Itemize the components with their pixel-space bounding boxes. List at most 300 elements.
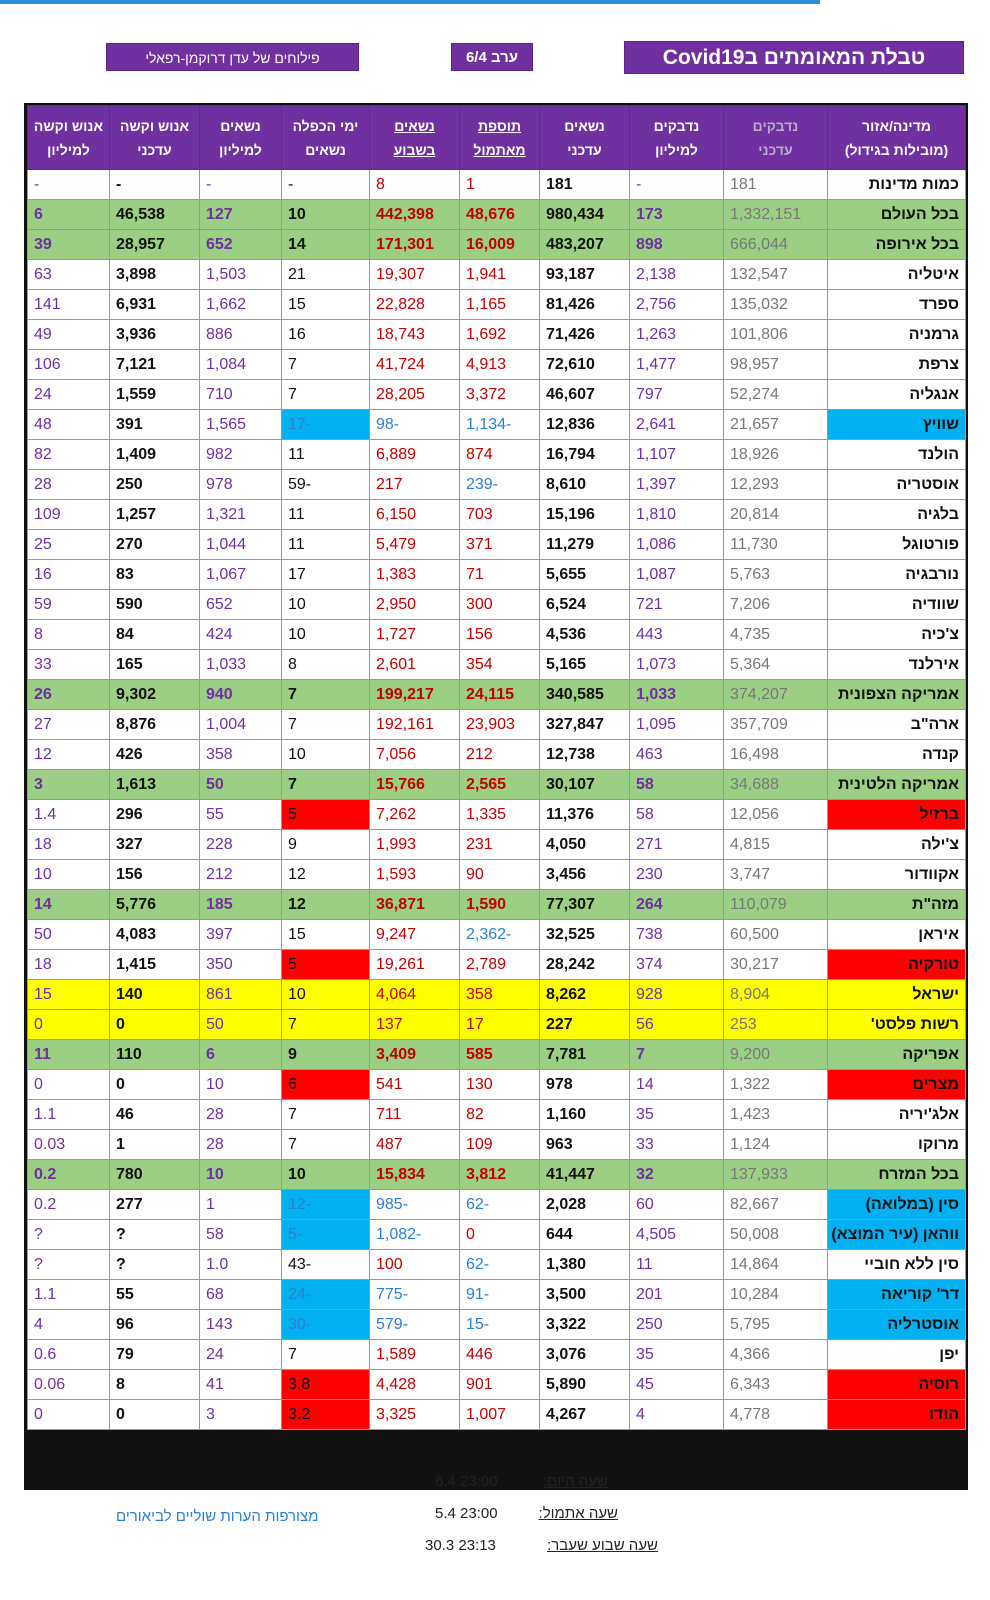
table-cell: 1.1: [28, 1280, 110, 1310]
region-name-cell: אמריקה הלטינית: [828, 770, 966, 800]
table-cell: 4,064: [370, 980, 460, 1010]
table-cell: 28,957: [110, 230, 200, 260]
table-cell: 15,834: [370, 1160, 460, 1190]
table-cell: 5,655: [540, 560, 630, 590]
table-cell: 358: [460, 980, 540, 1010]
table-cell: 18,743: [370, 320, 460, 350]
column-header-8: [110, 106, 200, 170]
table-cell: 82: [460, 1100, 540, 1130]
region-name-cell: אנגליה: [828, 380, 966, 410]
table-cell: 271: [630, 830, 724, 860]
table-cell: -: [200, 170, 282, 200]
region-name-cell: ישראל: [828, 980, 966, 1010]
table-cell: 8,904: [724, 980, 828, 1010]
region-name-cell: אלג'יריה: [828, 1100, 966, 1130]
table-cell: 36,871: [370, 890, 460, 920]
table-cell: 463: [630, 740, 724, 770]
region-name-cell: נורבגיה: [828, 560, 966, 590]
table-cell: 7: [630, 1040, 724, 1070]
table-cell: 1,383: [370, 560, 460, 590]
table-cell: 56: [630, 1010, 724, 1040]
table-cell: 0: [460, 1220, 540, 1250]
table-cell: 171,301: [370, 230, 460, 260]
table-cell: 63: [28, 260, 110, 290]
table-cell: 2,601: [370, 650, 460, 680]
table-row: [28, 1250, 966, 1280]
region-name-cell: אקוודור: [828, 860, 966, 890]
table-cell: 23,903: [460, 710, 540, 740]
table-cell: 27: [28, 710, 110, 740]
table-cell: 217: [370, 470, 460, 500]
table-cell: 703: [460, 500, 540, 530]
table-cell: 10,284: [724, 1280, 828, 1310]
table-cell: 1,727: [370, 620, 460, 650]
table-cell: 185: [200, 890, 282, 920]
table-cell: 250: [630, 1310, 724, 1340]
table-cell: 77,307: [540, 890, 630, 920]
table-cell: 32: [630, 1160, 724, 1190]
table-cell: 397: [200, 920, 282, 950]
column-header-4: [460, 106, 540, 170]
table-cell: 980,434: [540, 200, 630, 230]
top-accent-line: [0, 0, 820, 4]
table-cell: 711: [370, 1100, 460, 1130]
table-cell: 264: [630, 890, 724, 920]
region-name-cell: בלגיה: [828, 500, 966, 530]
table-cell: 52,274: [724, 380, 828, 410]
table-row: [28, 410, 966, 440]
table-cell: 9: [282, 830, 370, 860]
region-name-cell: אוסטרליה: [828, 1310, 966, 1340]
table-cell: 55: [110, 1280, 200, 1310]
table-cell: 1,033: [200, 650, 282, 680]
table-cell: 1,409: [110, 440, 200, 470]
column-header-3: [540, 106, 630, 170]
table-cell: 98,957: [724, 350, 828, 380]
table-row: [28, 1010, 966, 1040]
yesterday-label: שעה אתמול:: [538, 1505, 618, 1522]
table-row: [28, 770, 966, 800]
table-row: [28, 710, 966, 740]
table-cell: 1,095: [630, 710, 724, 740]
region-name-cell: הודו: [828, 1400, 966, 1430]
table-cell: 1,335: [460, 800, 540, 830]
column-header-line1: תוספת: [477, 117, 522, 134]
table-cell: 1,257: [110, 500, 200, 530]
table-cell: 11: [282, 530, 370, 560]
table-cell: 24,115: [460, 680, 540, 710]
table-cell: 26: [28, 680, 110, 710]
table-cell: 71,426: [540, 320, 630, 350]
column-header-line2: למיליון: [219, 141, 262, 158]
table-cell: 2,565: [460, 770, 540, 800]
table-cell: 1,415: [110, 950, 200, 980]
table-cell: 11: [28, 1040, 110, 1070]
table-cell: 1,993: [370, 830, 460, 860]
region-name-cell: טורקיה: [828, 950, 966, 980]
table-cell: 16,794: [540, 440, 630, 470]
table-cell: 24: [200, 1340, 282, 1370]
region-name-cell: כמות מדינות: [828, 170, 966, 200]
table-cell: 1,004: [200, 710, 282, 740]
table-cell: -91: [460, 1280, 540, 1310]
table-cell: 39: [28, 230, 110, 260]
table-cell: 1,565: [200, 410, 282, 440]
table-cell: 81,426: [540, 290, 630, 320]
table-cell: 22,828: [370, 290, 460, 320]
table-cell: 1.0: [200, 1250, 282, 1280]
table-cell: 60,500: [724, 920, 828, 950]
table-cell: 173: [630, 200, 724, 230]
table-cell: 10: [282, 1160, 370, 1190]
column-header-7: [200, 106, 282, 170]
table-cell: 354: [460, 650, 540, 680]
region-name-cell: מרוקו: [828, 1130, 966, 1160]
table-cell: 1,477: [630, 350, 724, 380]
column-header-line1: אנוש וקשה: [33, 117, 103, 134]
table-row: [28, 1310, 966, 1340]
table-cell: 1,559: [110, 380, 200, 410]
table-cell: 230: [630, 860, 724, 890]
table-row: [28, 1370, 966, 1400]
column-header-line2: (מובילות בגידול): [844, 141, 949, 158]
table-row: [28, 500, 966, 530]
region-name-cell: צרפת: [828, 350, 966, 380]
table-cell: 16,498: [724, 740, 828, 770]
table-cell: 652: [200, 230, 282, 260]
table-cell: 1,322: [724, 1070, 828, 1100]
region-name-cell: סין (במלואה): [828, 1190, 966, 1220]
table-cell: 340,585: [540, 680, 630, 710]
table-cell: 0.06: [28, 1370, 110, 1400]
table-cell: 541: [370, 1070, 460, 1100]
table-cell: 4,536: [540, 620, 630, 650]
table-cell: 7,056: [370, 740, 460, 770]
table-cell: 0.2: [28, 1160, 110, 1190]
table-cell: 2,138: [630, 260, 724, 290]
table-cell: 165: [110, 650, 200, 680]
covid-table-frame: [24, 103, 968, 1490]
table-cell: 1.4: [28, 800, 110, 830]
table-cell: 374: [630, 950, 724, 980]
table-cell: ?: [28, 1220, 110, 1250]
table-cell: 15,766: [370, 770, 460, 800]
table-cell: 3,747: [724, 860, 828, 890]
table-row: [28, 350, 966, 380]
table-cell: 5,776: [110, 890, 200, 920]
table-cell: 9,302: [110, 680, 200, 710]
table-cell: 978: [200, 470, 282, 500]
table-cell: 30,217: [724, 950, 828, 980]
table-cell: 2,950: [370, 590, 460, 620]
table-cell: 296: [110, 800, 200, 830]
region-name-cell: מזה"ת: [828, 890, 966, 920]
table-cell: 110,079: [724, 890, 828, 920]
table-cell: -: [28, 170, 110, 200]
table-cell: 60: [630, 1190, 724, 1220]
table-cell: 300: [460, 590, 540, 620]
column-header-line2: למיליון: [47, 141, 90, 158]
table-row: [28, 860, 966, 890]
table-cell: 483,207: [540, 230, 630, 260]
table-row: [28, 290, 966, 320]
table-cell: 231: [460, 830, 540, 860]
table-cell: 58: [200, 1220, 282, 1250]
table-cell: 48: [28, 410, 110, 440]
column-header-line1: נשאים: [564, 117, 605, 134]
table-cell: 10: [200, 1160, 282, 1190]
table-cell: 8: [110, 1370, 200, 1400]
table-cell: 3,322: [540, 1310, 630, 1340]
table-cell: -1,082: [370, 1220, 460, 1250]
table-cell: 1,073: [630, 650, 724, 680]
table-cell: 3: [28, 770, 110, 800]
region-name-cell: רשות פלסט': [828, 1010, 966, 1040]
table-cell: 7,121: [110, 350, 200, 380]
table-cell: 3,936: [110, 320, 200, 350]
table-cell: 4: [28, 1310, 110, 1340]
table-cell: 1,423: [724, 1100, 828, 1130]
table-cell: 72,610: [540, 350, 630, 380]
table-cell: 443: [630, 620, 724, 650]
table-cell: 270: [110, 530, 200, 560]
table-cell: 1,590: [460, 890, 540, 920]
column-header-line2: עדכני: [758, 141, 793, 158]
table-cell: 50: [200, 1010, 282, 1040]
region-name-cell: יפן: [828, 1340, 966, 1370]
yesterday-value: 5.4 23:00: [435, 1505, 498, 1522]
table-cell: 8: [282, 650, 370, 680]
table-cell: 46: [110, 1100, 200, 1130]
table-cell: 5,364: [724, 650, 828, 680]
table-cell: 25: [28, 530, 110, 560]
today-value: 6.4 23:00: [435, 1473, 498, 1490]
table-cell: 8,876: [110, 710, 200, 740]
table-cell: 0.6: [28, 1340, 110, 1370]
table-cell: 4,815: [724, 830, 828, 860]
table-cell: -985: [370, 1190, 460, 1220]
column-header-2: [630, 106, 724, 170]
table-cell: -30: [282, 1310, 370, 1340]
table-row: [28, 1190, 966, 1220]
table-cell: 8,610: [540, 470, 630, 500]
table-cell: 1,589: [370, 1340, 460, 1370]
table-cell: 10: [282, 740, 370, 770]
table-row: [28, 590, 966, 620]
table-cell: 6: [28, 200, 110, 230]
region-name-cell: פורטוגל: [828, 530, 966, 560]
table-cell: 7: [282, 710, 370, 740]
table-cell: 940: [200, 680, 282, 710]
column-header-line1: נשאים: [394, 117, 435, 134]
table-row: [28, 650, 966, 680]
table-cell: 487: [370, 1130, 460, 1160]
table-cell: 12,056: [724, 800, 828, 830]
table-cell: 19,307: [370, 260, 460, 290]
table-cell: 1: [460, 170, 540, 200]
column-header-0: [828, 106, 966, 170]
table-cell: 3,456: [540, 860, 630, 890]
table-row: [28, 320, 966, 350]
table-row: [28, 980, 966, 1010]
lastweek-label: שעה שבוע שעבר:: [547, 1537, 658, 1554]
table-cell: 0: [110, 1400, 200, 1430]
table-body: [28, 170, 966, 1430]
page-title: טבלת המאומתים בCovid19: [624, 41, 964, 74]
table-cell: 10: [282, 620, 370, 650]
table-cell: -1,134: [460, 410, 540, 440]
table-cell: 358: [200, 740, 282, 770]
table-cell: 14: [28, 890, 110, 920]
column-header-line1: נדבקים: [752, 117, 799, 134]
table-cell: 199,217: [370, 680, 460, 710]
table-cell: 4,505: [630, 1220, 724, 1250]
table-cell: 11: [282, 440, 370, 470]
table-cell: 16: [282, 320, 370, 350]
footnote-link[interactable]: מצורפות הערות שוליים לביאורים: [116, 1508, 319, 1525]
table-cell: 156: [460, 620, 540, 650]
table-cell: 4,428: [370, 1370, 460, 1400]
column-header-1: [724, 106, 828, 170]
table-cell: 4,913: [460, 350, 540, 380]
region-name-cell: צ'כיה: [828, 620, 966, 650]
column-header-line2: נשאים: [305, 141, 346, 158]
table-cell: 644: [540, 1220, 630, 1250]
table-cell: 874: [460, 440, 540, 470]
table-cell: 93,187: [540, 260, 630, 290]
table-cell: 9: [282, 1040, 370, 1070]
table-cell: 14: [630, 1070, 724, 1100]
table-cell: 666,044: [724, 230, 828, 260]
table-cell: 1,087: [630, 560, 724, 590]
table-row: [28, 830, 966, 860]
table-cell: 10: [282, 590, 370, 620]
table-cell: -: [282, 170, 370, 200]
table-cell: 3,409: [370, 1040, 460, 1070]
region-name-cell: קנדה: [828, 740, 966, 770]
column-header-line1: ימי הכפלה: [292, 117, 359, 134]
table-row: [28, 1040, 966, 1070]
table-cell: 1,613: [110, 770, 200, 800]
table-cell: 797: [630, 380, 724, 410]
table-cell: 137,933: [724, 1160, 828, 1190]
table-cell: 35: [630, 1100, 724, 1130]
table-cell: 15: [282, 920, 370, 950]
table-cell: 9,200: [724, 1040, 828, 1070]
table-cell: 898: [630, 230, 724, 260]
table-cell: 277: [110, 1190, 200, 1220]
table-cell: 7: [282, 770, 370, 800]
table-cell: -239: [460, 470, 540, 500]
table-cell: 446: [460, 1340, 540, 1370]
table-cell: -43: [282, 1250, 370, 1280]
table-cell: 18: [28, 830, 110, 860]
table-cell: 15: [28, 980, 110, 1010]
column-header-line2: למיליון: [655, 141, 698, 158]
table-cell: 24: [28, 380, 110, 410]
table-cell: 41: [200, 1370, 282, 1400]
column-header-line1: נדבקים: [653, 117, 700, 134]
table-cell: 46,607: [540, 380, 630, 410]
column-header-line2: מאתמול: [473, 141, 526, 158]
table-cell: 1,380: [540, 1250, 630, 1280]
table-cell: 780: [110, 1160, 200, 1190]
table-cell: 12,836: [540, 410, 630, 440]
table-cell: 3.8: [282, 1370, 370, 1400]
table-cell: 1.1: [28, 1100, 110, 1130]
table-cell: 7,781: [540, 1040, 630, 1070]
table-cell: 1,810: [630, 500, 724, 530]
table-cell: 55: [200, 800, 282, 830]
table-row: [28, 230, 966, 260]
table-cell: 15: [282, 290, 370, 320]
table-cell: -775: [370, 1280, 460, 1310]
table-cell: 15,196: [540, 500, 630, 530]
region-name-cell: בכל אירופה: [828, 230, 966, 260]
table-cell: 1,084: [200, 350, 282, 380]
table-row: [28, 740, 966, 770]
table-cell: 28,242: [540, 950, 630, 980]
table-cell: 58: [630, 770, 724, 800]
table-cell: 590: [110, 590, 200, 620]
table-row: [28, 200, 966, 230]
table-cell: 83: [110, 560, 200, 590]
table-cell: 130: [460, 1070, 540, 1100]
table-row: [28, 1340, 966, 1370]
table-cell: 28: [28, 470, 110, 500]
table-cell: -59: [282, 470, 370, 500]
table-row: [28, 560, 966, 590]
table-cell: 2,028: [540, 1190, 630, 1220]
region-name-cell: רוסיה: [828, 1370, 966, 1400]
region-name-cell: שוויץ: [828, 410, 966, 440]
table-cell: 4,778: [724, 1400, 828, 1430]
table-cell: 1: [110, 1130, 200, 1160]
table-cell: -24: [282, 1280, 370, 1310]
table-cell: 1,692: [460, 320, 540, 350]
today-label: שעה היום:: [543, 1473, 608, 1490]
table-cell: 12,738: [540, 740, 630, 770]
table-cell: 0: [28, 1070, 110, 1100]
region-name-cell: סין ללא חוביי: [828, 1250, 966, 1280]
table-cell: 1,124: [724, 1130, 828, 1160]
region-name-cell: צ'ילה: [828, 830, 966, 860]
table-cell: 7: [282, 680, 370, 710]
table-cell: -62: [460, 1250, 540, 1280]
table-cell: 2,789: [460, 950, 540, 980]
table-cell: 901: [460, 1370, 540, 1400]
region-name-cell: בכל המזרח: [828, 1160, 966, 1190]
column-header-line1: מדינה/אזור: [862, 117, 931, 134]
table-cell: 2,756: [630, 290, 724, 320]
table-cell: 374,207: [724, 680, 828, 710]
table-cell: 8,262: [540, 980, 630, 1010]
region-name-cell: אירלנד: [828, 650, 966, 680]
table-cell: ?: [110, 1250, 200, 1280]
table-cell: 45: [630, 1370, 724, 1400]
table-cell: 12,293: [724, 470, 828, 500]
table-cell: 7: [282, 1340, 370, 1370]
table-row: [28, 1280, 966, 1310]
table-cell: 20,814: [724, 500, 828, 530]
table-cell: 34,688: [724, 770, 828, 800]
table-row: [28, 1070, 966, 1100]
table-cell: 327: [110, 830, 200, 860]
table-cell: 32,525: [540, 920, 630, 950]
table-cell: 16: [28, 560, 110, 590]
table-cell: -17: [282, 410, 370, 440]
table-cell: 1,941: [460, 260, 540, 290]
